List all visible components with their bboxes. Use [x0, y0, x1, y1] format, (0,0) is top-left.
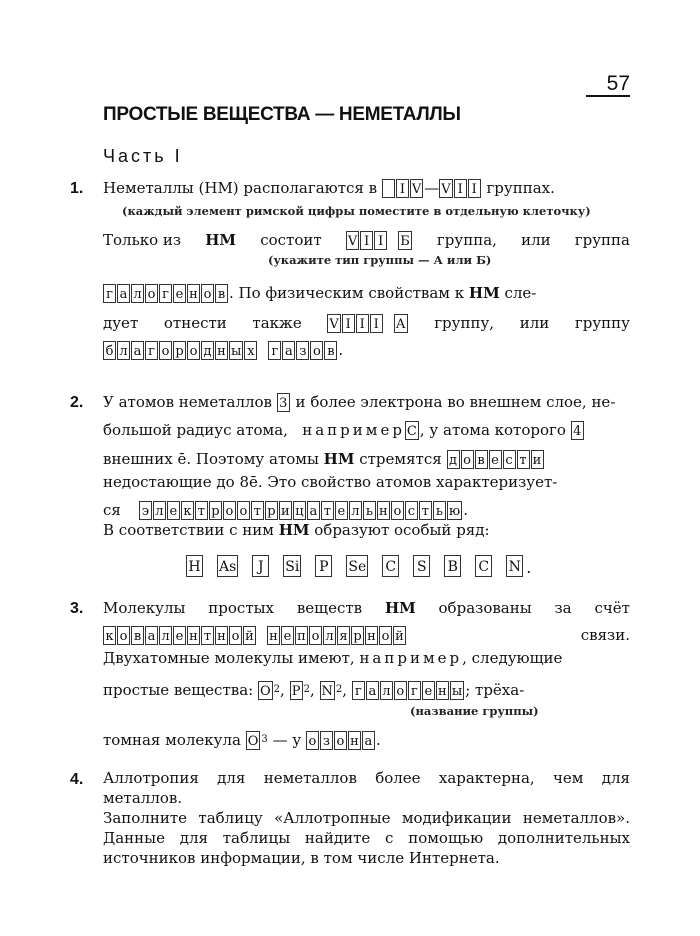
q3-line-5	[103, 730, 630, 750]
page-title: ПРОСТЫЕ ВЕЩЕСТВА — НЕМЕТАЛЛЫ	[103, 104, 461, 125]
q1-text: Только из	[103, 231, 182, 249]
answer-cell[interactable]: н	[377, 501, 390, 520]
q3-note: (название группы)	[410, 704, 539, 718]
answer-cells[interactable]	[327, 314, 383, 333]
answer-cell[interactable]: н	[267, 626, 280, 645]
q2-text: стремятся	[359, 450, 442, 468]
series-element-cell[interactable]: C	[475, 555, 492, 577]
series-element-cell[interactable]: N	[506, 555, 523, 577]
answer-cell[interactable]: р	[173, 341, 186, 360]
answer-cell[interactable]: д	[201, 341, 214, 360]
answer-cell[interactable]: г	[145, 341, 158, 360]
answer-cell[interactable]: э	[139, 501, 152, 520]
answer-cell[interactable]: ы	[229, 341, 243, 360]
part-heading: Часть I	[103, 146, 183, 166]
answer-cells[interactable]	[103, 341, 258, 360]
answer-cell[interactable]: с	[503, 450, 516, 469]
answer-cell[interactable]: н	[187, 284, 200, 303]
answer-cells[interactable]	[447, 450, 545, 469]
answer-cell[interactable]: в	[131, 626, 144, 645]
q3-text: простых	[208, 599, 275, 617]
q3-text: за	[554, 599, 572, 617]
answer-cell[interactable]: C	[405, 421, 419, 440]
answer-cell[interactable]: а	[282, 341, 295, 360]
answer-cells[interactable]	[103, 626, 257, 645]
series-element-cell[interactable]: Si	[283, 555, 301, 577]
answer-cell[interactable]: о	[461, 450, 474, 469]
q3-text: Молекулы	[103, 599, 186, 617]
q2-text: недостающие до 8ē. Это свойство атомов характеризует-	[103, 473, 558, 491]
q1-line-2	[103, 230, 630, 250]
answer-cell[interactable]: I	[360, 231, 373, 250]
comma: ,	[309, 681, 315, 699]
answer-cell[interactable]: л	[380, 681, 393, 700]
question-number-1: 1.	[70, 180, 84, 197]
answer-cell[interactable]: л	[349, 501, 362, 520]
q4-paragraph-1: Аллотропия для неметаллов более характерна, чем для металлов.	[103, 769, 630, 807]
subscript: 2	[273, 684, 281, 695]
q1-text: группу	[574, 314, 630, 332]
answer-cell[interactable]: о	[145, 284, 158, 303]
answer-cell[interactable]: в	[475, 450, 488, 469]
answer-cells[interactable]	[277, 393, 291, 412]
q2-text: и более электрона во внешнем слое, не-	[295, 393, 616, 411]
answer-cell[interactable]: O	[258, 681, 273, 700]
dash: —	[424, 179, 440, 197]
answer-cell[interactable]: г	[159, 284, 172, 303]
q1-text: дует	[103, 314, 139, 332]
answer-cell[interactable]: л	[117, 341, 130, 360]
q2-text: В соответствии с ним	[103, 521, 274, 539]
q3-text: веществ	[296, 599, 363, 617]
q2-line-4	[103, 472, 630, 492]
answer-cell[interactable]: т	[321, 501, 334, 520]
answer-cell[interactable]: I	[374, 231, 387, 250]
answer-cell[interactable]: о	[223, 501, 236, 520]
subscript: 3	[261, 734, 268, 745]
answer-cell[interactable]: р	[265, 501, 278, 520]
q3-text: простые вещества:	[103, 681, 254, 699]
q3-text: .	[375, 731, 381, 749]
answer-cell[interactable]: ы	[450, 681, 464, 700]
answer-cell[interactable]: з	[296, 341, 309, 360]
q3-line-2	[103, 625, 630, 645]
answer-cell[interactable]: й	[393, 626, 406, 645]
q1-text-bold: НМ	[205, 231, 237, 249]
q1-note: (каждый элемент римской цифры поместите в отдельную клеточку)	[122, 204, 591, 218]
answer-cell[interactable]: о	[237, 501, 250, 520]
q3-text: Двухатомные молекулы имеют,	[103, 649, 355, 667]
q2-text: образуют особый ряд:	[314, 521, 490, 539]
answer-cell[interactable]: т	[419, 501, 432, 520]
answer-cell[interactable]: Б	[398, 231, 412, 250]
answer-cells[interactable]	[382, 179, 424, 198]
answer-cell[interactable]: т	[195, 501, 208, 520]
answer-cells[interactable]	[246, 731, 262, 750]
answer-cell[interactable]: н	[215, 341, 228, 360]
q1-text: группа,	[436, 231, 497, 249]
answer-cell[interactable]: е	[173, 284, 186, 303]
q1-line-3	[103, 283, 630, 303]
q2-text-bold: НМ	[278, 521, 310, 539]
answer-cell[interactable]: I	[356, 314, 369, 333]
answer-cell[interactable]: й	[243, 626, 256, 645]
q2-line-1	[103, 392, 630, 412]
q1-text: также	[252, 314, 302, 332]
answer-cell[interactable]: о	[309, 626, 322, 645]
answer-cell[interactable]: л	[131, 284, 144, 303]
answer-cell[interactable]: V	[410, 179, 423, 198]
subscript: 2	[335, 684, 343, 695]
q1-text: состоит	[260, 231, 322, 249]
answer-cell[interactable]: е	[335, 501, 348, 520]
q3-text-spaced: например	[359, 649, 463, 667]
answer-cell[interactable]: л	[323, 626, 336, 645]
answer-cell[interactable]: х	[244, 341, 257, 360]
q1-text: Неметаллы (НМ) располагаются в	[103, 179, 378, 197]
answer-cell[interactable]: з	[320, 731, 333, 750]
answer-cell[interactable]: а	[307, 501, 320, 520]
answer-cell[interactable]: I	[342, 314, 355, 333]
answer-cell[interactable]: г	[408, 681, 421, 700]
answer-cell[interactable]: е	[281, 626, 294, 645]
answer-cell[interactable]: о	[117, 626, 130, 645]
q2-line-5	[103, 500, 630, 520]
answer-cell[interactable]: I	[468, 179, 481, 198]
answer-cell[interactable]: V	[327, 314, 340, 333]
answer-cell[interactable]	[382, 179, 395, 198]
answer-cell[interactable]: о	[201, 284, 214, 303]
q2-text: внешних ē. Поэтому атомы	[103, 450, 319, 468]
answer-cell[interactable]: 3	[277, 393, 290, 412]
answer-cells[interactable]	[352, 681, 465, 700]
answer-cells[interactable]	[405, 421, 420, 440]
answer-cell[interactable]: А	[394, 314, 408, 333]
answer-cells[interactable]	[571, 421, 585, 440]
answer-cell[interactable]: о	[159, 341, 172, 360]
answer-cell[interactable]: н	[215, 626, 228, 645]
q1-line-4	[103, 313, 630, 333]
answer-cell[interactable]: н	[436, 681, 449, 700]
answer-cell[interactable]: I	[370, 314, 383, 333]
answer-cell[interactable]: P	[290, 681, 303, 700]
q2-text: .	[463, 501, 468, 519]
q3-text: томная молекула	[103, 731, 241, 749]
series-element-cell[interactable]: C	[382, 555, 399, 577]
answer-cell[interactable]: г	[268, 341, 281, 360]
answer-cell[interactable]: ь	[363, 501, 376, 520]
q1-line-1	[103, 178, 630, 198]
answer-cell[interactable]: н	[187, 626, 200, 645]
question-number-4: 4.	[70, 771, 84, 788]
answer-cell[interactable]: б	[103, 341, 116, 360]
answer-cell[interactable]: я	[337, 626, 350, 645]
answer-cells[interactable]	[439, 179, 481, 198]
q1-note-2: (укажите тип группы — А или Б)	[268, 253, 492, 267]
answer-cell[interactable]: е	[173, 626, 186, 645]
answer-cell[interactable]: т	[201, 626, 214, 645]
electronegativity-series	[186, 555, 531, 577]
q3-line-3	[103, 648, 630, 668]
answer-cell[interactable]: в	[215, 284, 228, 303]
answer-cell[interactable]: о	[334, 731, 347, 750]
q1-text: .	[338, 341, 344, 359]
answer-cell[interactable]: к	[103, 626, 116, 645]
comma: ,	[342, 681, 348, 699]
answer-cells[interactable]	[306, 731, 376, 750]
q1-text: отнести	[163, 314, 227, 332]
page-number-rule	[586, 95, 630, 97]
answer-cell[interactable]: ь	[433, 501, 446, 520]
q2-text-spaced: например	[302, 421, 405, 439]
q2-line-2	[103, 420, 630, 440]
q3-text: — у	[272, 731, 302, 749]
answer-cell[interactable]: л	[159, 626, 172, 645]
answer-cell[interactable]: а	[145, 626, 158, 645]
q4-paragraph-2: Заполните таблицу «Аллотропные модификации неметаллов». Данные для таблицы найдите с помощью дополнительных источников информации, в том числе Интернета.	[103, 809, 630, 867]
q3-text: , следующие	[462, 649, 563, 667]
answer-cell[interactable]: н	[348, 731, 361, 750]
answer-cell[interactable]: а	[131, 341, 144, 360]
q2-text-bold: НМ	[323, 450, 355, 468]
answer-cell[interactable]: е	[167, 501, 180, 520]
page-number: 57	[606, 72, 630, 95]
q3-text: связи.	[580, 626, 630, 644]
series-element-cell[interactable]: Se	[346, 555, 368, 577]
series-element-cell[interactable]: J	[252, 555, 269, 577]
series-element-cell[interactable]: As	[217, 555, 238, 577]
question-number-3: 3.	[70, 600, 84, 617]
q2-text: ся	[103, 501, 121, 519]
series-end: .	[526, 558, 532, 577]
answer-cell[interactable]: е	[422, 681, 435, 700]
answer-cell[interactable]: о	[306, 731, 319, 750]
answer-cell[interactable]: о	[379, 626, 392, 645]
answer-cell[interactable]: а	[117, 284, 130, 303]
answer-cell[interactable]: 4	[571, 421, 584, 440]
q2-line-6	[103, 520, 630, 540]
answer-cell[interactable]: ц	[293, 501, 306, 520]
q3-text: образованы	[438, 599, 532, 617]
q1-text: . По физическим свойствам к	[229, 284, 465, 302]
q1-text: группа	[574, 231, 630, 249]
answer-cell[interactable]: N	[320, 681, 335, 700]
answer-cell[interactable]: V	[346, 231, 359, 250]
answer-cell[interactable]: г	[352, 681, 365, 700]
answer-cell[interactable]: т	[251, 501, 264, 520]
answer-cell[interactable]: к	[181, 501, 194, 520]
answer-cells[interactable]	[267, 626, 407, 645]
answer-cell[interactable]: о	[394, 681, 407, 700]
answer-cells[interactable]	[139, 501, 463, 520]
answer-cell[interactable]: и	[531, 450, 544, 469]
q1-text: сле-	[504, 284, 537, 302]
series-element-cell[interactable]: H	[186, 555, 203, 577]
answer-cell[interactable]: г	[103, 284, 116, 303]
answer-cell[interactable]: л	[153, 501, 166, 520]
answer-cells[interactable]	[394, 314, 409, 333]
answer-cell[interactable]: а	[362, 731, 375, 750]
q1-text-bold: НМ	[468, 284, 500, 302]
answer-cell[interactable]: а	[366, 681, 379, 700]
q1-text: или	[519, 314, 550, 332]
answer-cell[interactable]: р	[209, 501, 222, 520]
q1-text: или	[521, 231, 551, 249]
q3-text-bold: НМ	[384, 599, 416, 617]
question-number-2: 2.	[70, 394, 84, 411]
q1-line-5	[103, 340, 630, 360]
answer-cells[interactable]	[320, 681, 336, 700]
answer-cells[interactable]	[398, 231, 413, 250]
series-element-cell[interactable]: P	[315, 555, 332, 577]
answer-cells[interactable]	[258, 681, 274, 700]
q1-text: группах.	[486, 179, 555, 197]
answer-cell[interactable]: V	[439, 179, 452, 198]
q2-text: , у атома которого	[419, 421, 566, 439]
series-element-cell[interactable]: S	[413, 555, 430, 577]
comma: ,	[280, 681, 285, 699]
answer-cell[interactable]: о	[391, 501, 404, 520]
answer-cell[interactable]: ю	[447, 501, 462, 520]
q1-text: группу,	[434, 314, 495, 332]
answer-cell[interactable]: е	[489, 450, 502, 469]
q3-text: ; трёха-	[465, 681, 525, 699]
answer-cell[interactable]: п	[295, 626, 308, 645]
q3-line-4	[103, 680, 630, 700]
series-element-cell[interactable]: B	[444, 555, 461, 577]
answer-cells[interactable]	[268, 341, 338, 360]
answer-cell[interactable]: O	[246, 731, 261, 750]
answer-cell[interactable]: о	[229, 626, 242, 645]
q2-text: У атомов неметаллов	[103, 393, 272, 411]
answer-cell[interactable]: н	[365, 626, 378, 645]
answer-cell[interactable]: т	[517, 450, 530, 469]
answer-cell[interactable]: в	[324, 341, 337, 360]
q2-line-3	[103, 449, 630, 469]
answer-cell[interactable]: и	[279, 501, 292, 520]
answer-cells[interactable]	[103, 284, 229, 303]
answer-cell[interactable]: с	[405, 501, 418, 520]
answer-cell[interactable]: д	[447, 450, 460, 469]
answer-cells[interactable]	[346, 231, 388, 250]
answer-cell[interactable]: I	[454, 179, 467, 198]
q2-text: большой радиус атома,	[103, 421, 288, 439]
answer-cell[interactable]: о	[310, 341, 323, 360]
q3-line-1	[103, 598, 630, 618]
subscript: 2	[303, 684, 310, 695]
answer-cell[interactable]: I	[396, 179, 409, 198]
q3-text: счёт	[594, 599, 630, 617]
answer-cell[interactable]: р	[351, 626, 364, 645]
answer-cell[interactable]: о	[187, 341, 200, 360]
answer-cells[interactable]	[290, 681, 304, 700]
